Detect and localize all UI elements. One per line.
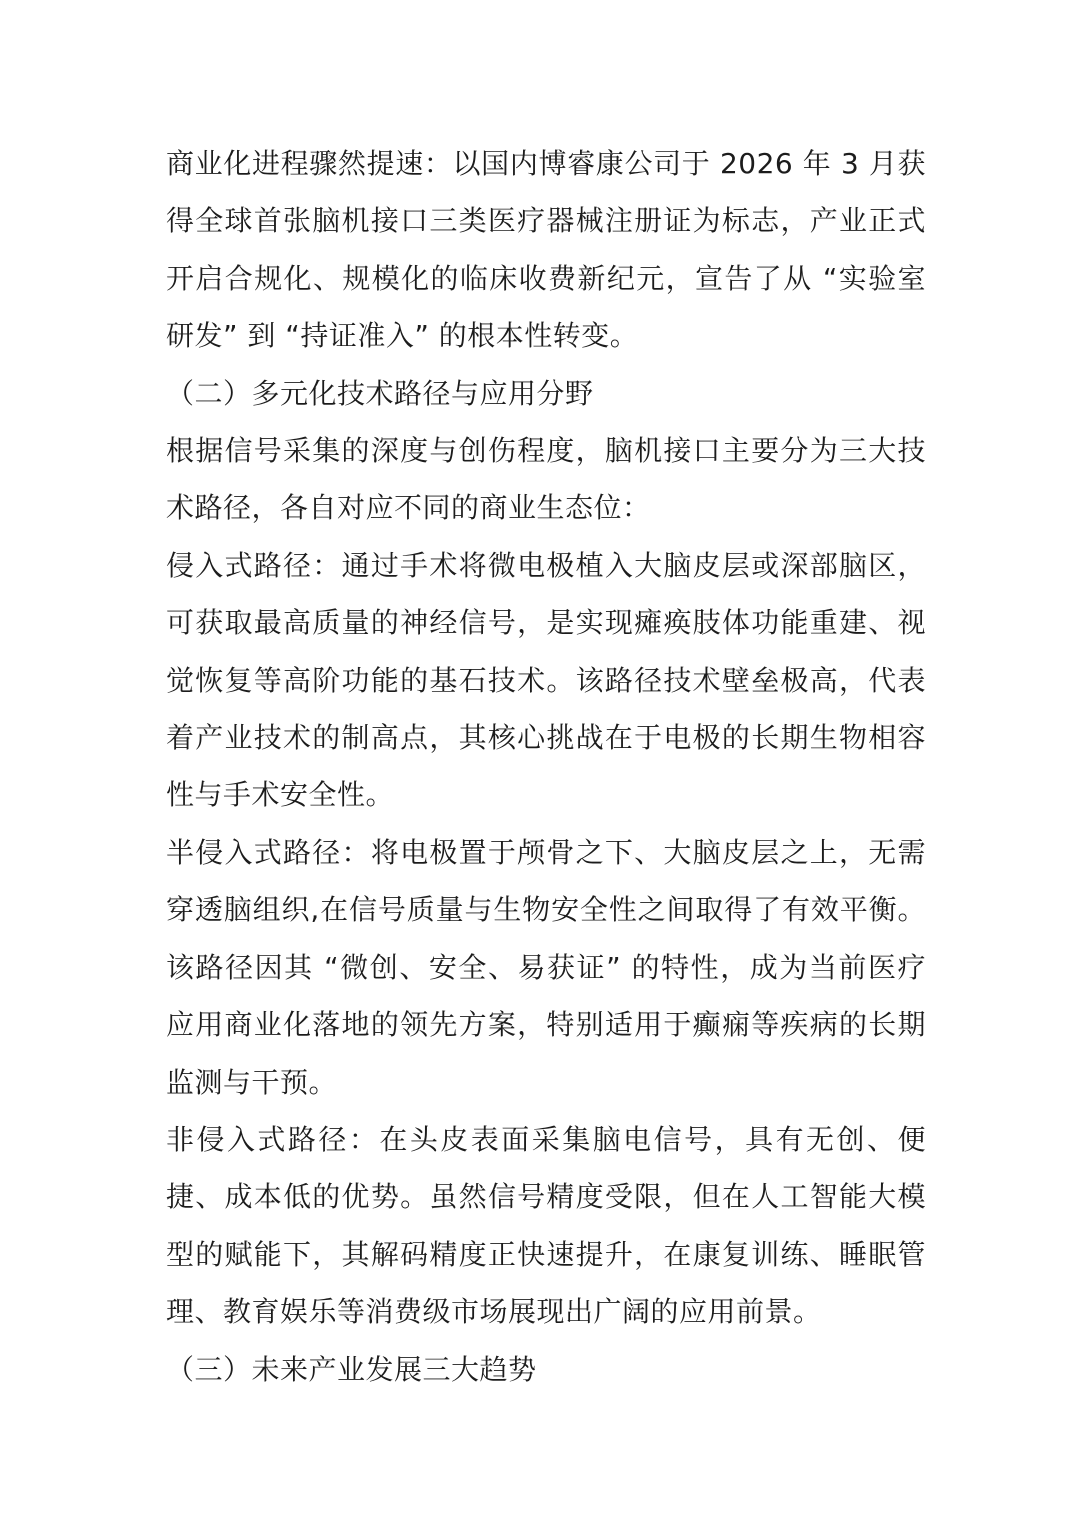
section-heading-3: （三）未来产业发展三大趋势: [166, 1352, 537, 1386]
paragraph-commercialization: 商业化进程骤然提速：以国内博睿康公司于 2026 年 3 月获得全球首张脑机接口三类医疗器械注册证为标志，产业正式开启合规化、规模化的临床收费新纪元，宣告了从 “实验室研发” 到 “持证准入” 的根本性转变。: [166, 147, 926, 353]
paragraph-non-invasive-path: 非侵入式路径：在头皮表面采集脑电信号，具有无创、便捷、成本低的优势。虽然信号精度受限，但在人工智能大模型的赋能下，其解码精度正快速提升，在康复训练、睡眠管理、教育娱乐等消费级市场展现出广阔的应用前景。: [166, 1122, 926, 1329]
paragraph-tech-paths-intro: 根据信号采集的深度与创伤程度，脑机接口主要分为三大技术路径，各自对应不同的商业生态位：: [166, 434, 926, 525]
section-heading-2: （二）多元化技术路径与应用分野: [166, 376, 594, 410]
paragraph-semi-invasive-path: 半侵入式路径：将电极置于颅骨之下、大脑皮层之上，无需穿透脑组织,在信号质量与生物安全性之间取得了有效平衡。该路径因其 “微创、安全、易获证” 的特性，成为当前医疗应用商业化落地的领先方案，特别适用于癫痫等疾病的长期监测与干预。: [166, 835, 926, 1099]
paragraph-invasive-path: 侵入式路径：通过手术将微电极植入大脑皮层或深部脑区，可获取最高质量的神经信号，是实现瘫痪肢体功能重建、视觉恢复等高阶功能的基石技术。该路径技术壁垒极高，代表着产业技术的制高点，其核心挑战在于电极的长期生物相容性与手术安全性。: [166, 548, 926, 812]
document-body: [166, 135, 926, 1398]
